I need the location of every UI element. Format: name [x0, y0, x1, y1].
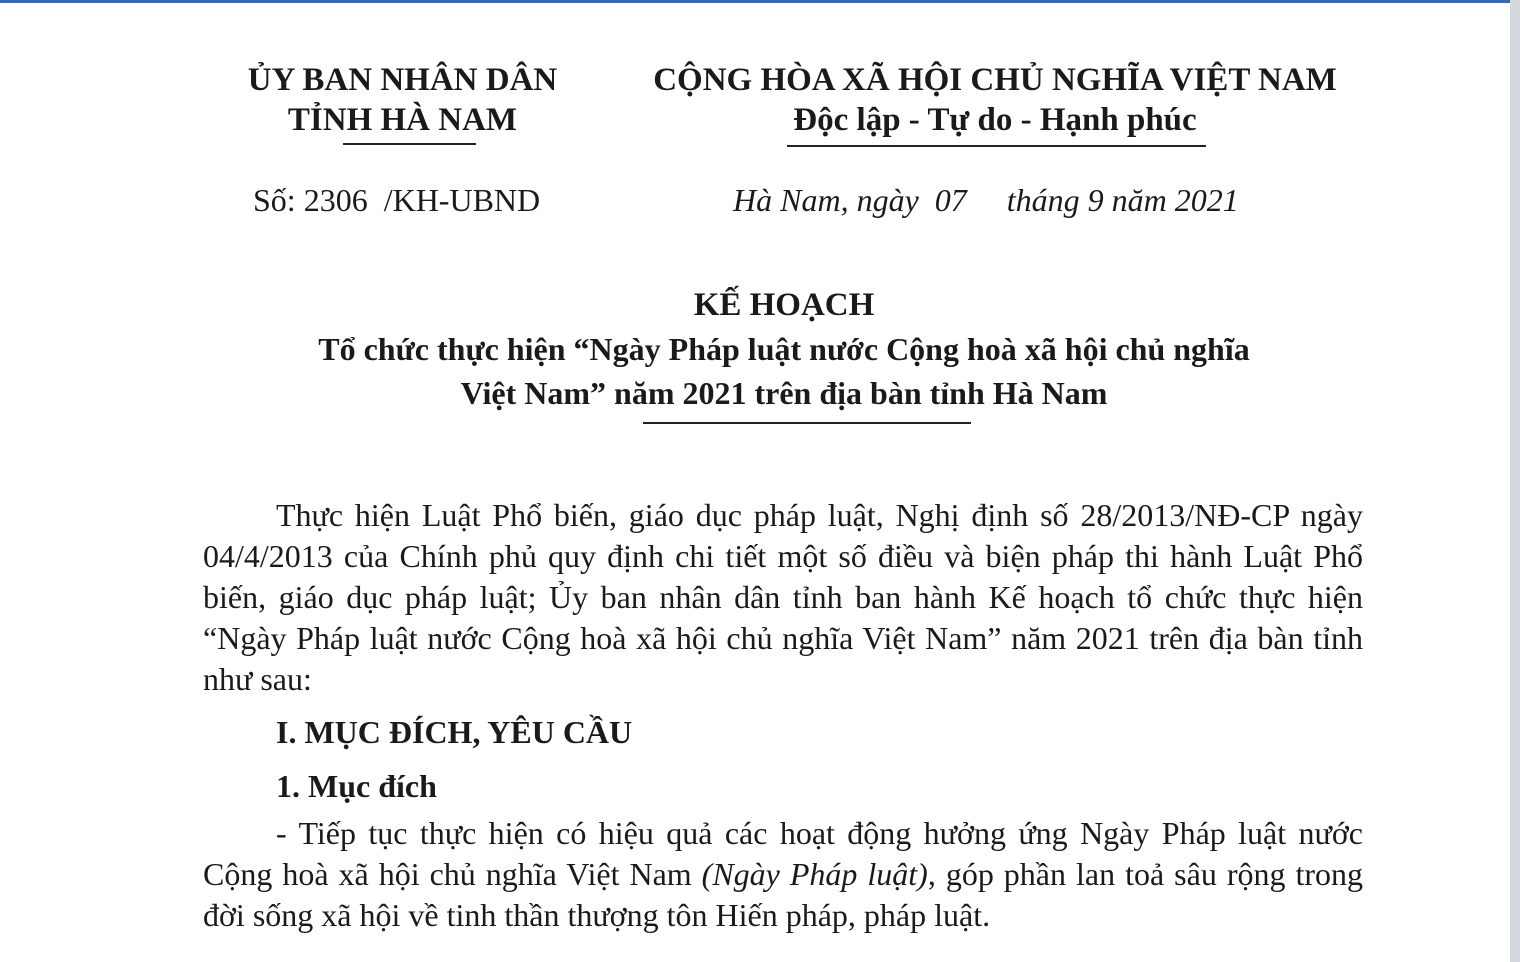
document-body [203, 495, 1363, 936]
intro-paragraph: Thực hiện Luật Phổ biến, giáo dục pháp luật, Nghị định số 28/2013/NĐ-CP ngày 04/4/2013 của Chính phủ quy định chi tiết một số điều và biện pháp thi hành Luật Phổ biến, giáo dục pháp luật; Ủy ban nhân dân tỉnh ban hành Kế hoạch tổ chức thực hiện “Ngày Pháp luật nước Cộng hoà xã hội chủ nghĩa Việt Nam” năm 2021 trên địa bàn tỉnh như sau: [203, 497, 1363, 697]
issuer-underline [343, 143, 476, 145]
national-motto: Độc lập - Tự do - Hạnh phúc [793, 102, 1197, 138]
top-accent-bar [0, 0, 1510, 3]
document-number: Số: 2306 /KH-UBND [253, 182, 541, 218]
scrollbar[interactable] [1510, 0, 1520, 962]
issuer-line-1: ỦY BAN NHÂN DÂN [247, 62, 558, 98]
bullet-text-italic: (Ngày Pháp luật) [701, 856, 928, 892]
document-subtitle-line-1: Tổ chức thực hiện “Ngày Pháp luật nước Cộng hoà xã hội chủ nghĩa [318, 331, 1250, 367]
subsection-heading: 1. Mục đích [276, 768, 437, 804]
national-title: CỘNG HÒA XÃ HỘI CHỦ NGHĨA VIỆT NAM [653, 62, 1337, 98]
national-header [600, 60, 1390, 140]
section-heading: I. MỤC ĐÍCH, YÊU CẦU [276, 714, 633, 750]
document-title-block [205, 283, 1363, 415]
document-subtitle-line-2: Việt Nam” năm 2021 trên địa bàn tỉnh Hà Nam [460, 375, 1108, 411]
document-title: KẾ HOẠCH [693, 287, 875, 323]
issuer-header [205, 60, 600, 140]
title-underline [643, 422, 971, 424]
bullet-paragraph [203, 813, 1363, 936]
bullet-text-start: - Tiếp tục thực hiện có hiệu quả các hoạt động hưởng ứng Ngày Pháp luật nước Cộng hoà xã hội chủ nghĩa Việt Nam [203, 815, 1363, 892]
issuer-line-2: TỈNH HÀ NAM [287, 102, 518, 138]
motto-underline [787, 145, 1206, 147]
document-date: Hà Nam, ngày 07 tháng 9 năm 2021 [733, 182, 1239, 218]
bullet-text-end: , góp phần lan toả sâu rộng trong đời sống xã hội về tinh thần thượng tôn Hiến pháp, pháp luật. [203, 856, 1364, 933]
